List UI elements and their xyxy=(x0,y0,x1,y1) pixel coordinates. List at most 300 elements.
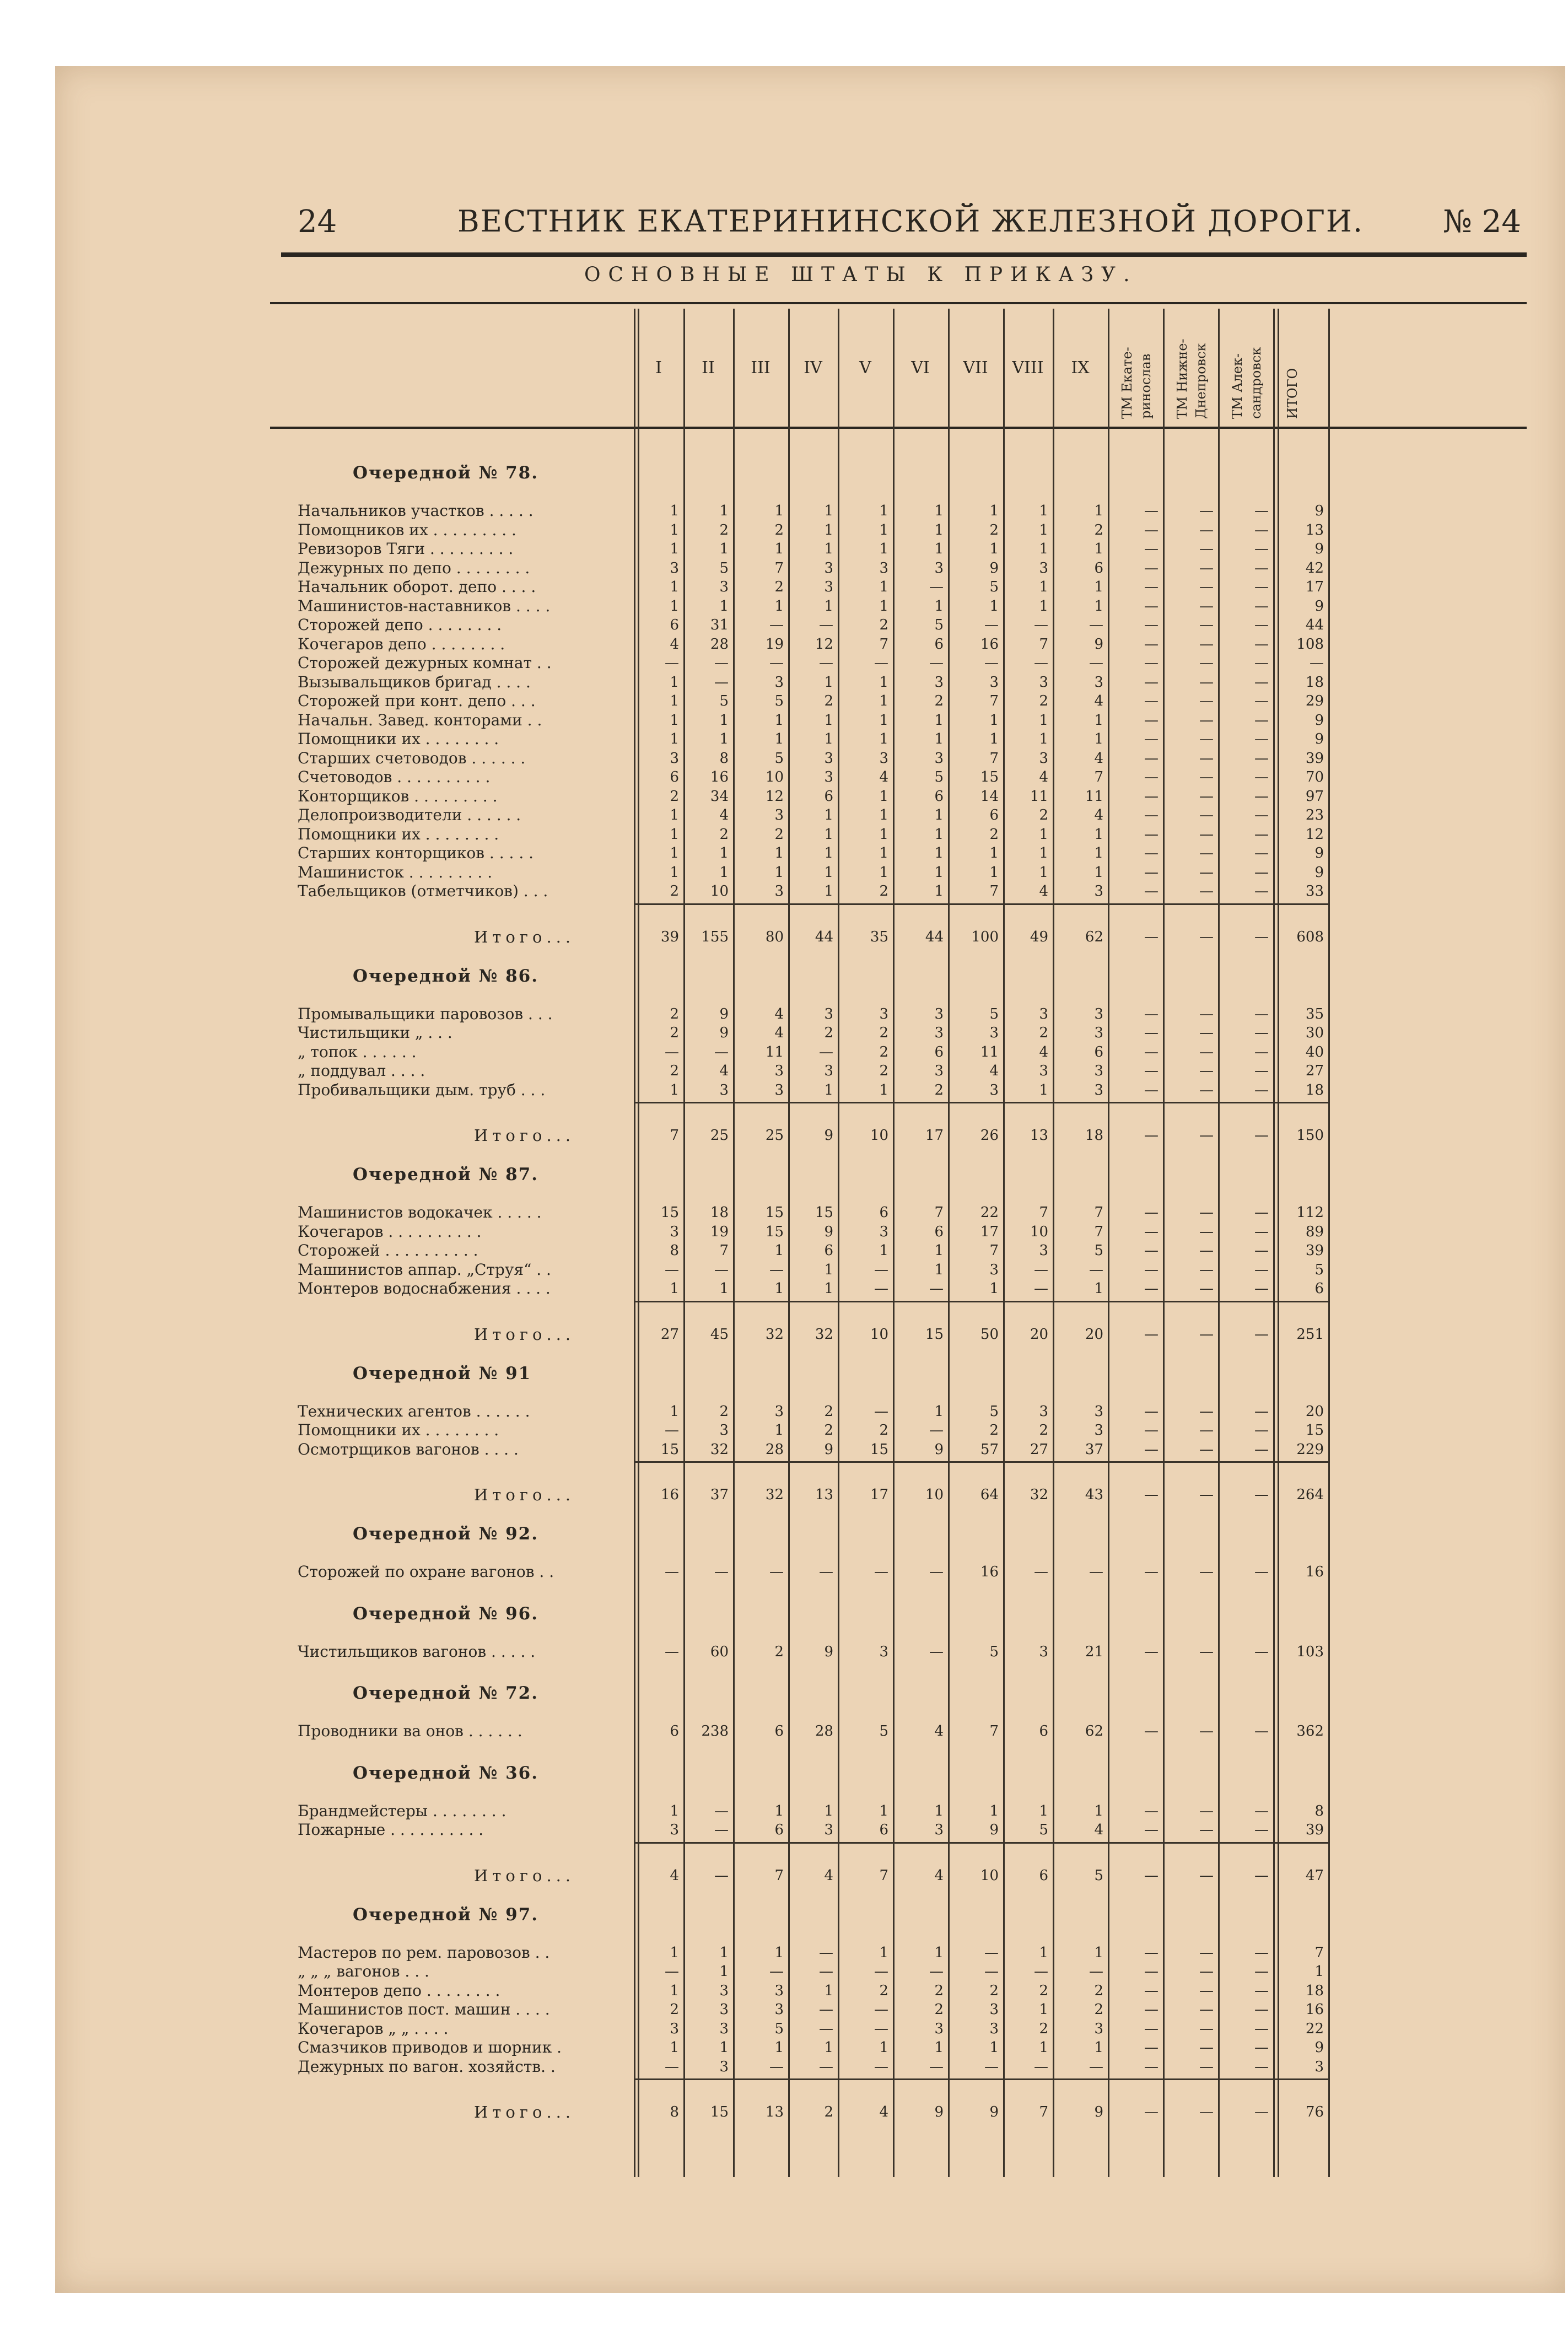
row-label: Машинисток . . . . . . . . . xyxy=(298,863,493,881)
table-cell: 28 xyxy=(710,636,729,653)
table-cell: — xyxy=(874,1280,888,1297)
table-cell: 1 xyxy=(879,1802,888,1819)
table-cell: 1 xyxy=(1094,503,1103,519)
table-cell: — xyxy=(1254,693,1269,709)
table-cell: — xyxy=(1144,1643,1159,1660)
table-cell: — xyxy=(1144,2058,1159,2075)
table-cell: 29 xyxy=(1305,693,1324,709)
total-cell: 32 xyxy=(765,1326,784,1343)
table-cell: 1 xyxy=(670,712,679,729)
row-label: Делопроизводители . . . . . . xyxy=(298,806,521,824)
table-cell: 9 xyxy=(1314,541,1324,557)
table-cell: 5 xyxy=(934,617,944,633)
table-cell: — xyxy=(1199,1963,1214,1980)
table-cell: 9 xyxy=(824,1223,833,1240)
table-top-rule xyxy=(270,302,1527,304)
table-cell: 12 xyxy=(815,636,833,653)
table-cell: 1 xyxy=(1094,826,1103,843)
table-cell: 3 xyxy=(774,807,784,823)
table-cell: — xyxy=(1199,597,1214,615)
table-cell: — xyxy=(1254,1982,1269,1999)
table-cell: — xyxy=(665,1963,679,1980)
row-label: Помощники их . . . . . . . . xyxy=(298,825,499,843)
table-cell: — xyxy=(1254,883,1269,900)
table-cell: 1 xyxy=(719,712,729,729)
table-cell: 4 xyxy=(1094,1822,1103,1838)
table-cell: 2 xyxy=(1094,2001,1103,2018)
total-cell: 150 xyxy=(1296,1127,1324,1144)
table-cell: 1 xyxy=(824,541,833,557)
table-cell: — xyxy=(1254,1643,1269,1660)
table-cell: 3 xyxy=(670,750,679,767)
table-cell: — xyxy=(769,617,784,633)
section-title: Очередной № 78. xyxy=(353,463,539,483)
table-cell: — xyxy=(929,1963,944,1980)
table-cell: 3 xyxy=(824,769,833,785)
section-title: Очередной № 97. xyxy=(353,1904,539,1925)
table-cell: — xyxy=(714,655,729,671)
column-header: ТМ Нижне-Днепровск xyxy=(1174,338,1209,419)
table-cell: — xyxy=(1254,1043,1269,1060)
table-cell: 1 xyxy=(1094,597,1103,615)
table-cell: 1 xyxy=(1039,731,1048,747)
table-cell: 6 xyxy=(879,1822,888,1838)
table-cell: — xyxy=(665,1643,679,1660)
column-divider xyxy=(1003,309,1005,2177)
table-cell: 4 xyxy=(774,1025,784,1041)
table-cell: — xyxy=(1034,1564,1048,1580)
table-cell: — xyxy=(665,1261,679,1278)
table-cell: 3 xyxy=(989,2001,999,2018)
table-cell: — xyxy=(1144,636,1159,653)
row-label: Брандмейстеры . . . . . . . . xyxy=(298,1801,506,1820)
table-cell: — xyxy=(1089,1564,1103,1580)
table-cell: — xyxy=(769,2058,784,2075)
table-cell: — xyxy=(1199,788,1214,805)
table-cell: 2 xyxy=(670,1005,679,1022)
itogo-label: Итого... xyxy=(474,2103,575,2121)
row-label: Кочегаров депо . . . . . . . . xyxy=(298,634,505,653)
total-cell: — xyxy=(1144,2104,1159,2120)
table-cell: — xyxy=(769,655,784,671)
table-cell: 31 xyxy=(710,617,729,633)
table-cell: 7 xyxy=(774,559,784,577)
table-cell: 6 xyxy=(774,1723,784,1740)
table-cell: — xyxy=(1254,1280,1269,1297)
table-cell: 1 xyxy=(879,1081,888,1098)
table-cell: — xyxy=(1089,655,1103,671)
table-cell: — xyxy=(1199,1261,1214,1278)
table-cell: — xyxy=(819,2020,833,2037)
table-cell: 39 xyxy=(1305,1822,1324,1838)
table-cell: — xyxy=(1199,826,1214,843)
table-cell: — xyxy=(1199,1944,1214,1961)
table-cell: 1 xyxy=(879,674,888,691)
table-cell: 3 xyxy=(824,1063,833,1079)
table-cell: 3 xyxy=(1094,1081,1103,1098)
table-cell: 1 xyxy=(824,807,833,823)
table-cell: — xyxy=(1144,845,1159,861)
table-cell: 1 xyxy=(1094,1944,1103,1961)
table-cell: 3 xyxy=(1094,1005,1103,1022)
total-cell: 18 xyxy=(1085,1127,1103,1144)
column-header: VII xyxy=(963,358,988,378)
table-cell: 3 xyxy=(1314,2058,1324,2075)
table-cell: 30 xyxy=(1305,1025,1324,1041)
table-cell: 4 xyxy=(774,1005,784,1022)
total-cell: 9 xyxy=(934,2104,944,2120)
table-cell: — xyxy=(1034,617,1048,633)
table-cell: 3 xyxy=(1094,883,1103,900)
table-cell: — xyxy=(1199,617,1214,633)
table-cell: — xyxy=(1199,674,1214,691)
table-cell: 1 xyxy=(934,1944,944,1961)
table-cell: 13 xyxy=(1305,521,1324,538)
total-cell: 44 xyxy=(815,928,833,945)
table-cell: — xyxy=(1199,579,1214,595)
table-cell: — xyxy=(1144,864,1159,881)
table-cell: — xyxy=(1144,1025,1159,1041)
table-cell: 3 xyxy=(879,1005,888,1022)
table-cell: 1 xyxy=(934,597,944,615)
table-cell: 6 xyxy=(1314,1280,1324,1297)
table-cell: 2 xyxy=(1039,1422,1048,1439)
column-header: II xyxy=(702,358,715,378)
table-cell: 27 xyxy=(1305,1063,1324,1079)
table-cell: 6 xyxy=(879,1204,888,1221)
itogo-label: Итого... xyxy=(474,1324,575,1344)
table-cell: 1 xyxy=(774,864,784,881)
table-cell: — xyxy=(1144,750,1159,767)
table-cell: — xyxy=(1144,1043,1159,1060)
table-cell: 1 xyxy=(774,731,784,747)
table-cell: — xyxy=(1199,1822,1214,1838)
table-cell: 3 xyxy=(989,1261,999,1278)
itogo-label: Итого... xyxy=(474,1485,575,1504)
table-cell: 6 xyxy=(1039,1723,1048,1740)
table-cell: 6 xyxy=(934,1043,944,1060)
table-cell: 3 xyxy=(774,2001,784,2018)
table-cell: 1 xyxy=(934,731,944,747)
table-cell: 6 xyxy=(824,1242,833,1259)
row-label: Сторожей по охране вагонов . . xyxy=(298,1563,554,1581)
table-cell: — xyxy=(1199,2058,1214,2075)
total-cell: 32 xyxy=(1030,1487,1048,1503)
table-cell: 1 xyxy=(934,1261,944,1278)
table-cell: 4 xyxy=(670,636,679,653)
table-cell: 19 xyxy=(765,636,784,653)
column-header: I xyxy=(655,358,662,378)
total-cell: — xyxy=(714,1867,729,1884)
table-cell: 3 xyxy=(719,1422,729,1439)
row-label: Чистильщиков вагонов . . . . . xyxy=(298,1642,536,1661)
table-cell: 14 xyxy=(980,788,999,805)
table-cell: — xyxy=(1254,1005,1269,1022)
table-cell: — xyxy=(874,2001,888,2018)
table-cell: 2 xyxy=(670,2001,679,2018)
table-cell: 3 xyxy=(824,1822,833,1838)
section-title: Очередной № 91 xyxy=(353,1363,532,1383)
table-cell: — xyxy=(1199,1441,1214,1458)
table-cell: 2 xyxy=(989,1422,999,1439)
table-cell: — xyxy=(1144,1081,1159,1098)
table-cell: — xyxy=(1254,1063,1269,1079)
total-cell: — xyxy=(1144,1867,1159,1884)
table-cell: 1 xyxy=(1094,1280,1103,1297)
table-cell: 4 xyxy=(1039,1043,1048,1060)
table-cell: — xyxy=(874,2058,888,2075)
table-cell: 28 xyxy=(815,1723,833,1740)
total-cell: 32 xyxy=(765,1487,784,1503)
row-label: Кочегаров „ „ . . . . xyxy=(298,2019,449,2038)
table-cell: 18 xyxy=(1305,1982,1324,1999)
row-label: Пробивальщики дым. труб . . . xyxy=(298,1080,546,1099)
total-cell: 25 xyxy=(710,1127,729,1144)
row-label: Монтеров водоснабжения . . . . xyxy=(298,1279,551,1297)
table-cell: 3 xyxy=(879,750,888,767)
table-cell: 9 xyxy=(719,1025,729,1041)
table-cell: 6 xyxy=(670,617,679,633)
table-cell: 7 xyxy=(1094,769,1103,785)
table-cell: 35 xyxy=(1305,1005,1324,1022)
table-cell: 2 xyxy=(879,1025,888,1041)
table-cell: 22 xyxy=(1305,2020,1324,2037)
table-cell: 1 xyxy=(774,2039,784,2056)
table-cell: 1 xyxy=(824,2039,833,2056)
column-divider xyxy=(1053,309,1054,2177)
table-cell: 1 xyxy=(934,503,944,519)
table-cell: 1 xyxy=(879,541,888,557)
total-cell: 2 xyxy=(824,2104,833,2120)
table-cell: 42 xyxy=(1305,559,1324,577)
total-cell: 49 xyxy=(1030,928,1048,945)
table-cell: 2 xyxy=(1039,693,1048,709)
table-cell: 3 xyxy=(1094,1025,1103,1041)
table-cell: 1 xyxy=(670,1081,679,1098)
table-cell: 1 xyxy=(670,541,679,557)
table-cell: 2 xyxy=(1039,1982,1048,1999)
table-cell: 3 xyxy=(719,1982,729,1999)
table-cell: — xyxy=(665,1564,679,1580)
table-cell: 1 xyxy=(824,883,833,900)
table-cell: — xyxy=(1199,1403,1214,1420)
table-cell: — xyxy=(1254,1802,1269,1819)
table-cell: 3 xyxy=(719,579,729,595)
table-cell: — xyxy=(1144,1723,1159,1740)
total-cell: 35 xyxy=(870,928,888,945)
table-cell: 1 xyxy=(774,503,784,519)
table-cell: 1 xyxy=(879,1242,888,1259)
table-cell: 1 xyxy=(989,2039,999,2056)
table-cell: 3 xyxy=(1094,1403,1103,1420)
table-cell: 6 xyxy=(1094,559,1103,577)
table-cell: 7 xyxy=(989,693,999,709)
table-cell: — xyxy=(1254,1242,1269,1259)
column-divider xyxy=(838,309,839,2177)
table-cell: 28 xyxy=(765,1441,784,1458)
total-cell: 9 xyxy=(824,1127,833,1144)
table-cell: 1 xyxy=(934,807,944,823)
table-cell: 17 xyxy=(1305,579,1324,595)
table-cell: 3 xyxy=(934,674,944,691)
total-cell: 62 xyxy=(1085,928,1103,945)
table-cell: — xyxy=(714,1822,729,1838)
total-cell: — xyxy=(1254,2104,1269,2120)
table-cell: — xyxy=(1144,1403,1159,1420)
table-cell: 238 xyxy=(701,1723,729,1740)
total-cell: 64 xyxy=(980,1487,999,1503)
table-cell: 7 xyxy=(1314,1944,1324,1961)
table-cell: 4 xyxy=(1039,769,1048,785)
table-cell: 3 xyxy=(934,1822,944,1838)
table-cell: 1 xyxy=(879,1944,888,1961)
table-cell: 3 xyxy=(1094,1422,1103,1439)
table-cell: 4 xyxy=(1039,883,1048,900)
table-cell: — xyxy=(1034,1261,1048,1278)
table-cell: 11 xyxy=(980,1043,999,1060)
table-cell: 1 xyxy=(934,864,944,881)
table-cell: 5 xyxy=(1039,1822,1048,1838)
table-cell: 1 xyxy=(989,541,999,557)
table-cell: — xyxy=(1034,2058,1048,2075)
column-divider xyxy=(683,309,685,2177)
total-rule xyxy=(634,903,1328,905)
table-cell: — xyxy=(1144,655,1159,671)
total-cell: — xyxy=(1199,1127,1214,1144)
table-cell: 89 xyxy=(1305,1223,1324,1240)
row-label: Старших конторщиков . . . . . xyxy=(298,844,534,862)
table-cell: 3 xyxy=(670,559,679,577)
total-rule xyxy=(634,1461,1328,1463)
row-label: Конторщиков . . . . . . . . . xyxy=(298,787,498,805)
table-cell: — xyxy=(1199,750,1214,767)
total-cell: 15 xyxy=(925,1326,944,1343)
table-cell: — xyxy=(984,2058,999,2075)
table-cell: — xyxy=(769,1564,784,1580)
column-header: VIII xyxy=(1012,358,1044,378)
total-cell: 20 xyxy=(1030,1326,1048,1343)
table-cell: 5 xyxy=(774,2020,784,2037)
table-cell: — xyxy=(874,1564,888,1580)
table-cell: 1 xyxy=(824,1802,833,1819)
table-cell: 5 xyxy=(989,1643,999,1660)
table-cell: 2 xyxy=(934,1081,944,1098)
table-cell: 3 xyxy=(719,1081,729,1098)
table-cell: 2 xyxy=(879,617,888,633)
table-cell: 9 xyxy=(989,559,999,577)
total-cell: 608 xyxy=(1296,928,1324,945)
table-cell: — xyxy=(1199,559,1214,577)
table-cell: — xyxy=(1254,579,1269,595)
table-cell: — xyxy=(1254,712,1269,729)
table-cell: — xyxy=(1254,1723,1269,1740)
table-cell: 1 xyxy=(719,845,729,861)
total-cell: — xyxy=(1199,1326,1214,1343)
table-cell: 3 xyxy=(1094,674,1103,691)
table-cell: — xyxy=(769,1261,784,1278)
table-cell: — xyxy=(984,1963,999,1980)
table-cell: 9 xyxy=(824,1441,833,1458)
table-cell: — xyxy=(1144,674,1159,691)
table-cell: 9 xyxy=(1094,636,1103,653)
column-divider xyxy=(788,309,790,2177)
table-cell: 2 xyxy=(934,1982,944,1999)
table-cell: 1 xyxy=(670,1280,679,1297)
table-cell: 9 xyxy=(989,1822,999,1838)
table-cell: — xyxy=(1254,636,1269,653)
table-cell: 16 xyxy=(980,636,999,653)
total-cell: 37 xyxy=(710,1487,729,1503)
table-cell: — xyxy=(929,1564,944,1580)
table-cell: — xyxy=(1199,541,1214,557)
table-cell: 1 xyxy=(670,731,679,747)
table-cell: — xyxy=(1254,1223,1269,1240)
table-cell: 1 xyxy=(989,1802,999,1819)
table-cell: 7 xyxy=(934,1204,944,1221)
table-cell: — xyxy=(1144,1963,1159,1980)
table-cell: 9 xyxy=(1314,845,1324,861)
table-cell: 15 xyxy=(815,1204,833,1221)
itogo-label: Итого... xyxy=(474,927,575,946)
column-header: IX xyxy=(1071,358,1090,378)
table-cell: — xyxy=(1089,617,1103,633)
table-cell: 1 xyxy=(719,1944,729,1961)
table-cell: 1 xyxy=(879,2039,888,2056)
total-cell: — xyxy=(1199,928,1214,945)
table-cell: — xyxy=(1199,864,1214,881)
total-cell: 13 xyxy=(765,2104,784,2120)
table-cell: 1 xyxy=(670,845,679,861)
table-cell: — xyxy=(1144,1802,1159,1819)
total-cell: — xyxy=(1254,928,1269,945)
table-cell: — xyxy=(1144,1063,1159,1079)
table-cell: 3 xyxy=(879,1643,888,1660)
table-cell: 1 xyxy=(824,503,833,519)
table-cell: — xyxy=(1254,2020,1269,2037)
table-cell: — xyxy=(819,2001,833,2018)
table-cell: — xyxy=(1144,1822,1159,1838)
total-cell: 7 xyxy=(1039,2104,1048,2120)
page-header xyxy=(298,204,1521,248)
row-label: Технических агентов . . . . . . xyxy=(298,1402,530,1420)
table-cell: — xyxy=(1199,2020,1214,2037)
table-cell: 9 xyxy=(1314,597,1324,615)
table-cell: — xyxy=(1254,1403,1269,1420)
total-cell: — xyxy=(1144,1326,1159,1343)
row-label: Помощники их . . . . . . . . xyxy=(298,1421,499,1439)
table-cell: 1 xyxy=(670,597,679,615)
table-cell: 1 xyxy=(670,1403,679,1420)
row-label: Сторожей . . . . . . . . . . xyxy=(298,1241,478,1259)
table-cell: — xyxy=(1089,2058,1103,2075)
table-cell: 1 xyxy=(774,597,784,615)
table-cell: 3 xyxy=(1039,674,1048,691)
total-rule xyxy=(634,2078,1328,2080)
table-cell: — xyxy=(665,2058,679,2075)
table-cell: — xyxy=(1034,655,1048,671)
table-cell: 16 xyxy=(980,1564,999,1580)
table-cell: 3 xyxy=(719,2020,729,2037)
table-cell: 4 xyxy=(879,769,888,785)
table-cell: 7 xyxy=(989,1242,999,1259)
table-cell: 8 xyxy=(1314,1802,1324,1819)
column-divider xyxy=(893,309,895,2177)
table-cell: — xyxy=(1144,541,1159,557)
newspaper-title: ВЕСТНИК ЕКАТЕРИНИНСКОЙ ЖЕЛЕЗНОЙ ДОРОГИ. xyxy=(457,204,1364,239)
table-cell: 3 xyxy=(1094,2020,1103,2037)
table-cell: 6 xyxy=(1094,1043,1103,1060)
total-cell: 4 xyxy=(670,1867,679,1884)
